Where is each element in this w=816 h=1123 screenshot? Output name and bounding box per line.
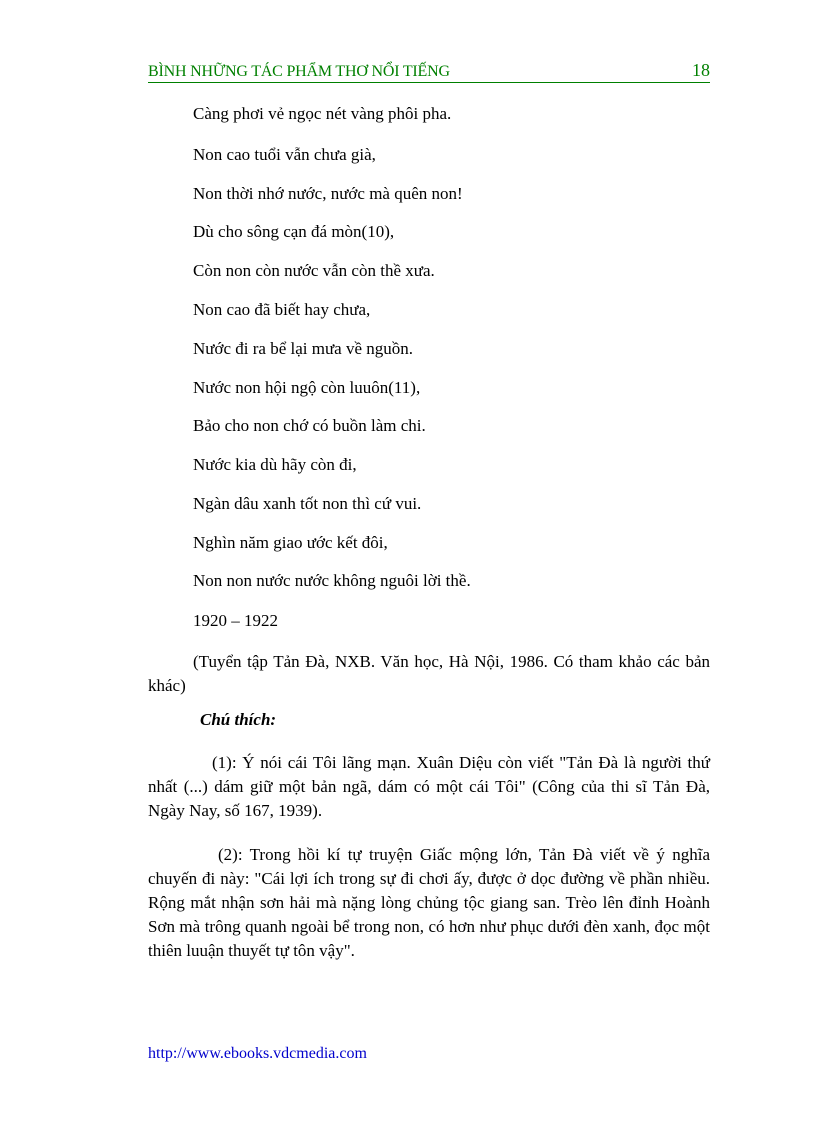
verse-line: Nước non hội ngộ còn luuôn(11), [193, 378, 421, 397]
page-header [148, 60, 710, 83]
verse-line: Non cao đã biết hay chưa, [193, 300, 371, 319]
note-2: (2): Trong hồi kí tự truyện Giấc mộng lớn, Tản Đà viết về ý nghĩa chuyến đi này: "Cái lợi ích trong sự đi chơi ấy, được ở dọc đường về phần nhiều. Rộng mắt nhận sơn hải mà nặng lòng chủng tộc giang san. Trèo lên đỉnh Hoành Sơn mà trông quanh ngoài bể trong non, có hơn như phục dưới đèn xanh, đọc một thiên luuận thuyết tự tôn vậy". [148, 845, 710, 960]
verse-line: Nước kia dù hãy còn đi, [193, 455, 357, 474]
verse-line: Dù cho sông cạn đá mòn(10), [193, 222, 395, 241]
note-1: (1): Ý nói cái Tôi lãng mạn. Xuân Diệu còn viết "Tản Đà là người thứ nhất (...) dám giữ một bản ngã, dám có một cái Tôi" (Công của thi sĩ Tản Đà, Ngày Nay, số 167, 1939). [148, 753, 710, 820]
verse-line: Non cao tuổi vẫn chưa già, [193, 145, 376, 164]
verse-date: 1920 – 1922 [193, 611, 278, 630]
verse-line: Non thời nhớ nước, nước mà quên non! [193, 184, 463, 203]
verse-line: Nước đi ra bể lại mưa về nguồn. [193, 339, 414, 358]
verse-line: Nghìn năm giao ước kết đôi, [193, 533, 388, 552]
book-title: BÌNH NHỮNG TÁC PHẨM THƠ NỔI TIẾNG [148, 63, 450, 80]
verse-line: Còn non còn nước vẫn còn thề xưa. [193, 261, 435, 280]
verse-line: Bảo cho non chớ có buồn làm chi. [193, 416, 426, 435]
source-citation: (Tuyển tập Tản Đà, NXB. Văn học, Hà Nội, 1986. Có tham khảo các bản khác) [148, 652, 710, 695]
footer-url-link[interactable]: http://www.ebooks.vdcmedia.com [148, 1045, 367, 1062]
verse-line: Non non nước nước không nguôi lời thề. [193, 571, 471, 590]
page-number: 18 [692, 60, 710, 80]
notes-heading: Chú thích: [200, 710, 277, 729]
verse-line: Ngàn dâu xanh tốt non thì cứ vui. [193, 494, 422, 513]
verse-line: Càng phơi vẻ ngọc nét vàng phôi pha. [193, 104, 452, 123]
